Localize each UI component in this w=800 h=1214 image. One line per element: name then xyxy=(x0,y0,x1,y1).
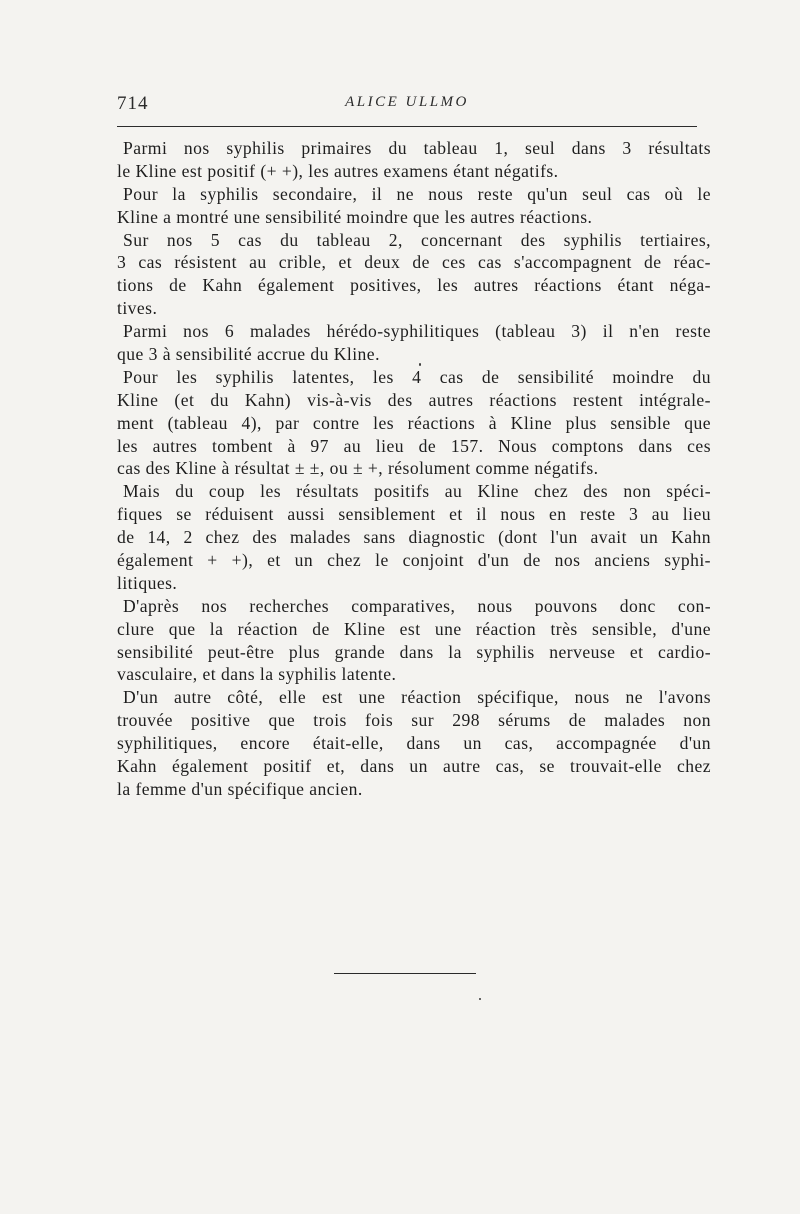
text-line: la femme d'un spécifique ancien. xyxy=(117,778,363,799)
body-text xyxy=(117,137,711,801)
text-line: D'après nos recherches comparatives, nous pouvons donc con- xyxy=(123,595,711,616)
text-line: également + +), et un chez le conjoint d'un de nos anciens syphi- xyxy=(117,550,711,571)
running-head xyxy=(117,93,697,117)
text-line: Kahn également positif et, dans un autre cas, se trouvait-elle chez xyxy=(117,756,711,777)
end-rule xyxy=(334,973,476,974)
text-line: Mais du coup les résultats positifs au Kline chez des non spéci- xyxy=(123,481,711,502)
running-title: ALICE ULLMO xyxy=(345,94,469,110)
text-line: de 14, 2 chez des malades sans diagnostic (dont l'un avait un Kahn xyxy=(117,527,711,548)
text-line: Pour la syphilis secondaire, il ne nous reste qu'un seul cas où le xyxy=(123,183,711,204)
text-line: Pour les syphilis latentes, les 4 cas de sensibilité moindre du xyxy=(123,366,711,387)
text-line: tions de Kahn également positives, les autres réactions étant néga- xyxy=(117,275,711,296)
text-line: Kline (et du Kahn) vis-à-vis des autres réactions restent intégrale- xyxy=(117,389,711,410)
text-line: tives. xyxy=(117,298,158,319)
text-line: litiques. xyxy=(117,572,178,593)
text-line: Parmi nos syphilis primaires du tableau 1, seul dans 3 résultats xyxy=(123,138,711,158)
text-line: clure que la réaction de Kline est une réaction très sensible, d'une xyxy=(117,618,711,639)
text-line: Kline a montré une sensibilité moindre que les autres réactions. xyxy=(117,206,593,227)
text-line: ment (tableau 4), par contre les réactions à Kline plus sensible que xyxy=(117,412,711,433)
text-line: fiques se réduisent aussi sensiblement et il nous en reste 3 au lieu xyxy=(117,504,711,525)
paper-speck xyxy=(479,998,481,1000)
text-line: syphilitiques, encore était-elle, dans un cas, accompagnée d'un xyxy=(117,733,711,754)
page-number: 714 xyxy=(117,93,149,114)
text-line: Sur nos 5 cas du tableau 2, concernant des syphilis tertiaires, xyxy=(123,229,711,250)
text-line: le Kline est positif (+ +), les autres examens étant négatifs. xyxy=(117,160,559,181)
text-line: les autres tombent à 97 au lieu de 157. Nous comptons dans ces xyxy=(117,435,711,456)
text-line: cas des Kline à résultat ± ±, ou ± +, résolument comme négatifs. xyxy=(117,458,599,479)
text-line: vasculaire, et dans la syphilis latente. xyxy=(117,664,397,685)
header-rule xyxy=(117,126,697,127)
text-line: que 3 à sensibilité accrue du Kline. xyxy=(117,344,380,365)
text-line: sensibilité peut-être plus grande dans la syphilis nerveuse et cardio- xyxy=(117,641,711,662)
text-line: Parmi nos 6 malades hérédo-syphilitiques (tableau 3) il n'en reste xyxy=(123,321,711,342)
text-line: D'un autre côté, elle est une réaction spécifique, nous ne l'avons xyxy=(123,687,711,708)
paper-speck xyxy=(419,363,421,366)
text-line: 3 cas résistent au crible, et deux de ces cas s'accompagnent de réac- xyxy=(117,252,711,273)
text-line: trouvée positive que trois fois sur 298 sérums de malades non xyxy=(117,710,711,731)
